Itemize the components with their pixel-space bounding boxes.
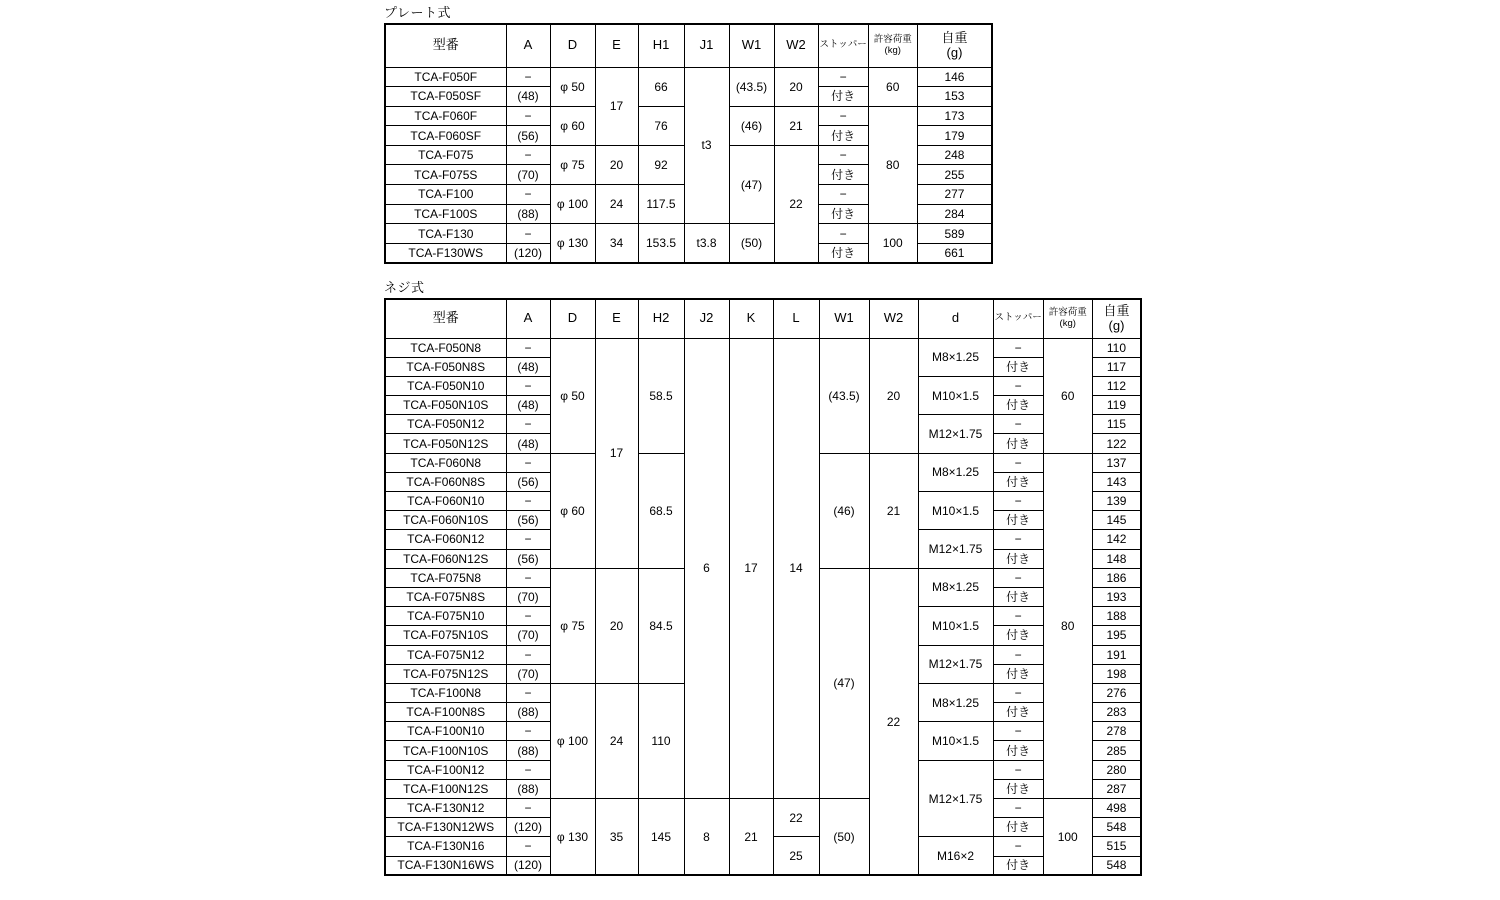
table-cell: 278 xyxy=(1092,722,1141,741)
table-cell: 付き xyxy=(993,856,1043,875)
table-cell: 100 xyxy=(868,224,917,263)
column-header: J1 xyxy=(684,24,729,67)
table-cell: − xyxy=(993,799,1043,818)
column-header: 型番 xyxy=(385,24,506,67)
plate-spec-table xyxy=(384,23,993,264)
column-header: J2 xyxy=(684,299,729,338)
table-cell: TCA-F100N8S xyxy=(385,703,506,722)
table-cell: M8×1.25 xyxy=(918,568,993,606)
table-cell: 277 xyxy=(917,185,992,205)
table-cell: 84.5 xyxy=(638,568,684,683)
column-header: E xyxy=(595,24,638,67)
table-cell: M8×1.25 xyxy=(918,683,993,721)
table-cell: 付き xyxy=(993,511,1043,530)
table-cell: − xyxy=(506,837,550,856)
table-cell: (43.5) xyxy=(819,338,869,453)
table-cell: − xyxy=(506,799,550,818)
table-cell: φ 60 xyxy=(550,106,595,145)
table-cell: TCA-F100N10 xyxy=(385,722,506,741)
column-header: 自重 (g) xyxy=(917,24,992,67)
table-cell: TCA-F050N10 xyxy=(385,376,506,395)
table-cell: M10×1.5 xyxy=(918,722,993,760)
column-header: K xyxy=(729,299,773,338)
table-cell: (56) xyxy=(506,472,550,491)
table-cell: (48) xyxy=(506,357,550,376)
table-cell: 付き xyxy=(818,87,868,107)
table-cell: TCA-F100N8 xyxy=(385,683,506,702)
table-cell: TCA-F100S xyxy=(385,204,506,224)
table-cell: − xyxy=(818,106,868,126)
table-cell: TCA-F130N12WS xyxy=(385,818,506,837)
table-cell: − xyxy=(993,607,1043,626)
table-cell: TCA-F060N12S xyxy=(385,549,506,568)
table-cell: φ 130 xyxy=(550,799,595,876)
table-cell: 24 xyxy=(595,683,638,798)
table-cell: 143 xyxy=(1092,472,1141,491)
table-cell: − xyxy=(993,453,1043,472)
table-cell: (56) xyxy=(506,126,550,146)
table-cell: 17 xyxy=(595,67,638,145)
table-cell: − xyxy=(818,67,868,87)
table-cell: TCA-F060N10S xyxy=(385,511,506,530)
column-header: H1 xyxy=(638,24,684,67)
table-cell: M16×2 xyxy=(918,837,993,875)
table-cell: φ 100 xyxy=(550,185,595,224)
table-cell: TCA-F130WS xyxy=(385,243,506,263)
plate-table-title: プレート式 xyxy=(384,5,451,20)
header-row xyxy=(385,24,992,67)
table-cell: 145 xyxy=(1092,511,1141,530)
table-cell: 193 xyxy=(1092,587,1141,606)
table-cell: − xyxy=(506,492,550,511)
table-cell: 付き xyxy=(818,165,868,185)
table-cell: (120) xyxy=(506,818,550,837)
table-cell: (48) xyxy=(506,396,550,415)
plate-table-section xyxy=(384,5,993,264)
table-cell: 60 xyxy=(1043,338,1092,453)
column-header: ストッパー xyxy=(818,24,868,67)
table-cell: 22 xyxy=(773,799,819,837)
table-cell: − xyxy=(506,530,550,549)
table-cell: M12×1.75 xyxy=(918,530,993,568)
table-cell: 付き xyxy=(993,818,1043,837)
table-cell: (70) xyxy=(506,165,550,185)
table-cell: TCA-F100N12S xyxy=(385,779,506,798)
table-cell: TCA-F100N10S xyxy=(385,741,506,760)
table-cell: 35 xyxy=(595,799,638,876)
table-cell: (47) xyxy=(819,568,869,798)
table-cell: 191 xyxy=(1092,645,1141,664)
table-cell: − xyxy=(993,837,1043,856)
column-header: D xyxy=(550,299,595,338)
table-cell: 287 xyxy=(1092,779,1141,798)
table-cell: TCA-F075S xyxy=(385,165,506,185)
table-cell: TCA-F060N12 xyxy=(385,530,506,549)
table-cell: 20 xyxy=(595,145,638,184)
table-cell: TCA-F100N12 xyxy=(385,760,506,779)
table-cell: − xyxy=(993,530,1043,549)
table-cell: − xyxy=(506,453,550,472)
table-cell: TCA-F050N8S xyxy=(385,357,506,376)
table-row xyxy=(385,67,992,87)
table-cell: TCA-F060N10 xyxy=(385,492,506,511)
table-cell: φ 50 xyxy=(550,67,595,106)
table-cell: 21 xyxy=(774,106,818,145)
table-cell: − xyxy=(818,145,868,165)
table-cell: 17 xyxy=(595,338,638,568)
table-cell: TCA-F075 xyxy=(385,145,506,165)
table-cell: − xyxy=(506,145,550,165)
table-cell: 付き xyxy=(993,703,1043,722)
table-cell: − xyxy=(993,760,1043,779)
table-cell: TCA-F050SF xyxy=(385,87,506,107)
table-cell: − xyxy=(993,492,1043,511)
table-cell: TCA-F060N8 xyxy=(385,453,506,472)
table-cell: TCA-F075N8 xyxy=(385,568,506,587)
table-cell: − xyxy=(993,683,1043,702)
table-cell: − xyxy=(818,224,868,244)
column-header: D xyxy=(550,24,595,67)
table-cell: 110 xyxy=(638,683,684,798)
table-cell: 21 xyxy=(729,799,773,876)
table-cell: 68.5 xyxy=(638,453,684,568)
table-cell: TCA-F075N12S xyxy=(385,664,506,683)
table-cell: (56) xyxy=(506,511,550,530)
table-cell: 255 xyxy=(917,165,992,185)
table-cell: 112 xyxy=(1092,376,1141,395)
column-header: 自重 (g) xyxy=(1092,299,1141,338)
column-header: W2 xyxy=(774,24,818,67)
table-cell: t3 xyxy=(684,67,729,224)
table-cell: − xyxy=(506,415,550,434)
table-cell: (46) xyxy=(729,106,774,145)
table-cell: 80 xyxy=(868,106,917,224)
table-cell: (70) xyxy=(506,664,550,683)
table-cell: − xyxy=(993,376,1043,395)
table-cell: 14 xyxy=(773,338,819,799)
column-header: 型番 xyxy=(385,299,506,338)
table-cell: 24 xyxy=(595,185,638,224)
table-cell: 付き xyxy=(993,779,1043,798)
table-cell: TCA-F130N16 xyxy=(385,837,506,856)
table-cell: 34 xyxy=(595,224,638,263)
table-cell: 80 xyxy=(1043,453,1092,798)
table-cell: TCA-F130N12 xyxy=(385,799,506,818)
table-cell: M10×1.5 xyxy=(918,607,993,645)
table-cell: TCA-F075N8S xyxy=(385,587,506,606)
table-cell: 付き xyxy=(818,126,868,146)
table-cell: 188 xyxy=(1092,607,1141,626)
table-cell: 100 xyxy=(1043,799,1092,876)
table-cell: M12×1.75 xyxy=(918,760,993,837)
table-cell: 66 xyxy=(638,67,684,106)
table-cell: φ 130 xyxy=(550,224,595,263)
table-cell: 付き xyxy=(818,204,868,224)
table-cell: 20 xyxy=(774,67,818,106)
table-cell: − xyxy=(506,607,550,626)
column-header: W1 xyxy=(729,24,774,67)
table-cell: TCA-F130 xyxy=(385,224,506,244)
table-cell: 186 xyxy=(1092,568,1141,587)
column-header: 許容荷重 (kg) xyxy=(868,24,917,67)
table-cell: 137 xyxy=(1092,453,1141,472)
table-cell: − xyxy=(818,185,868,205)
table-cell: 17 xyxy=(729,338,773,799)
table-cell: − xyxy=(993,338,1043,357)
table-cell: 117.5 xyxy=(638,185,684,224)
column-header: W1 xyxy=(819,299,869,338)
table-row xyxy=(385,224,992,244)
table-cell: 22 xyxy=(869,568,918,875)
table-cell: TCA-F050N12 xyxy=(385,415,506,434)
table-cell: TCA-F050N10S xyxy=(385,396,506,415)
table-cell: φ 75 xyxy=(550,568,595,683)
table-cell: 153 xyxy=(917,87,992,107)
table-cell: M12×1.75 xyxy=(918,415,993,453)
column-header: L xyxy=(773,299,819,338)
table-cell: 498 xyxy=(1092,799,1141,818)
table-cell: 148 xyxy=(1092,549,1141,568)
table-cell: 195 xyxy=(1092,626,1141,645)
column-header: W2 xyxy=(869,299,918,338)
table-cell: 付き xyxy=(993,396,1043,415)
table-cell: 付き xyxy=(993,549,1043,568)
table-cell: TCA-F075N10 xyxy=(385,607,506,626)
table-cell: φ 50 xyxy=(550,338,595,453)
table-cell: 付き xyxy=(818,243,868,263)
table-cell: 153.5 xyxy=(638,224,684,263)
table-cell: − xyxy=(506,224,550,244)
table-cell: 付き xyxy=(993,357,1043,376)
table-cell: TCA-F100 xyxy=(385,185,506,205)
table-cell: (48) xyxy=(506,87,550,107)
table-cell: TCA-F130N16WS xyxy=(385,856,506,875)
table-cell: − xyxy=(993,568,1043,587)
table-cell: 60 xyxy=(868,67,917,106)
table-cell: (50) xyxy=(729,224,774,263)
table-cell: 173 xyxy=(917,106,992,126)
table-cell: φ 75 xyxy=(550,145,595,184)
column-header: A xyxy=(506,299,550,338)
screw-table-title: ネジ式 xyxy=(384,280,425,295)
column-header: ストッパー xyxy=(993,299,1043,338)
table-cell: 115 xyxy=(1092,415,1141,434)
table-cell: 179 xyxy=(917,126,992,146)
table-cell: 6 xyxy=(684,338,729,799)
table-row xyxy=(385,338,1141,357)
table-cell: − xyxy=(506,185,550,205)
table-cell: 548 xyxy=(1092,856,1141,875)
table-cell: 20 xyxy=(869,338,918,453)
table-cell: TCA-F075N10S xyxy=(385,626,506,645)
column-header: E xyxy=(595,299,638,338)
table-cell: 122 xyxy=(1092,434,1141,453)
table-cell: 117 xyxy=(1092,357,1141,376)
table-cell: 142 xyxy=(1092,530,1141,549)
table-cell: − xyxy=(506,760,550,779)
table-cell: − xyxy=(993,722,1043,741)
table-cell: 20 xyxy=(595,568,638,683)
table-cell: (88) xyxy=(506,779,550,798)
table-cell: 285 xyxy=(1092,741,1141,760)
column-header: 許容荷重 (kg) xyxy=(1043,299,1092,338)
table-cell: M8×1.25 xyxy=(918,338,993,376)
table-cell: − xyxy=(506,376,550,395)
table-cell: M8×1.25 xyxy=(918,453,993,491)
table-cell: (43.5) xyxy=(729,67,774,106)
table-cell: − xyxy=(506,67,550,87)
table-cell: 付き xyxy=(993,587,1043,606)
table-cell: − xyxy=(993,415,1043,434)
table-cell: 515 xyxy=(1092,837,1141,856)
table-cell: TCA-F050N8 xyxy=(385,338,506,357)
column-header: H2 xyxy=(638,299,684,338)
table-cell: 8 xyxy=(684,799,729,876)
table-cell: 276 xyxy=(1092,683,1141,702)
table-cell: − xyxy=(506,722,550,741)
table-cell: M10×1.5 xyxy=(918,492,993,530)
table-cell: 25 xyxy=(773,837,819,875)
table-cell: 58.5 xyxy=(638,338,684,453)
table-cell: φ 100 xyxy=(550,683,595,798)
table-cell: (120) xyxy=(506,856,550,875)
table-cell: − xyxy=(506,568,550,587)
table-cell: 付き xyxy=(993,472,1043,491)
table-cell: TCA-F050F xyxy=(385,67,506,87)
table-cell: 76 xyxy=(638,106,684,145)
table-cell: 110 xyxy=(1092,338,1141,357)
table-cell: M10×1.5 xyxy=(918,376,993,414)
table-cell: TCA-F060N8S xyxy=(385,472,506,491)
table-cell: 21 xyxy=(869,453,918,568)
table-cell: TCA-F060SF xyxy=(385,126,506,146)
header-row xyxy=(385,299,1141,338)
table-cell: M12×1.75 xyxy=(918,645,993,683)
table-cell: − xyxy=(506,645,550,664)
table-cell: 661 xyxy=(917,243,992,263)
table-cell: − xyxy=(993,645,1043,664)
table-cell: 139 xyxy=(1092,492,1141,511)
table-cell: (56) xyxy=(506,549,550,568)
table-cell: − xyxy=(506,338,550,357)
table-cell: (50) xyxy=(819,799,869,876)
table-cell: 589 xyxy=(917,224,992,244)
table-cell: 145 xyxy=(638,799,684,876)
table-cell: (120) xyxy=(506,243,550,263)
table-cell: (88) xyxy=(506,703,550,722)
table-cell: t3.8 xyxy=(684,224,729,263)
table-cell: (88) xyxy=(506,741,550,760)
table-cell: 119 xyxy=(1092,396,1141,415)
table-cell: 付き xyxy=(993,434,1043,453)
screw-spec-table xyxy=(384,298,1142,876)
table-cell: 付き xyxy=(993,741,1043,760)
table-cell: 付き xyxy=(993,626,1043,645)
table-row xyxy=(385,799,1141,818)
table-cell: 22 xyxy=(774,145,818,263)
table-cell: 284 xyxy=(917,204,992,224)
column-header: d xyxy=(918,299,993,338)
table-cell: TCA-F060F xyxy=(385,106,506,126)
table-cell: (46) xyxy=(819,453,869,568)
table-cell: (47) xyxy=(729,145,774,223)
table-cell: 280 xyxy=(1092,760,1141,779)
table-cell: 248 xyxy=(917,145,992,165)
table-cell: 283 xyxy=(1092,703,1141,722)
table-cell: (70) xyxy=(506,587,550,606)
table-cell: 198 xyxy=(1092,664,1141,683)
table-cell: (88) xyxy=(506,204,550,224)
table-cell: φ 60 xyxy=(550,453,595,568)
column-header: A xyxy=(506,24,550,67)
table-cell: TCA-F050N12S xyxy=(385,434,506,453)
table-cell: (48) xyxy=(506,434,550,453)
table-cell: − xyxy=(506,106,550,126)
table-cell: 548 xyxy=(1092,818,1141,837)
table-cell: (70) xyxy=(506,626,550,645)
table-cell: 146 xyxy=(917,67,992,87)
table-cell: TCA-F075N12 xyxy=(385,645,506,664)
table-cell: − xyxy=(506,683,550,702)
screw-table-section xyxy=(384,280,1142,876)
table-cell: 付き xyxy=(993,664,1043,683)
table-cell: 92 xyxy=(638,145,684,184)
